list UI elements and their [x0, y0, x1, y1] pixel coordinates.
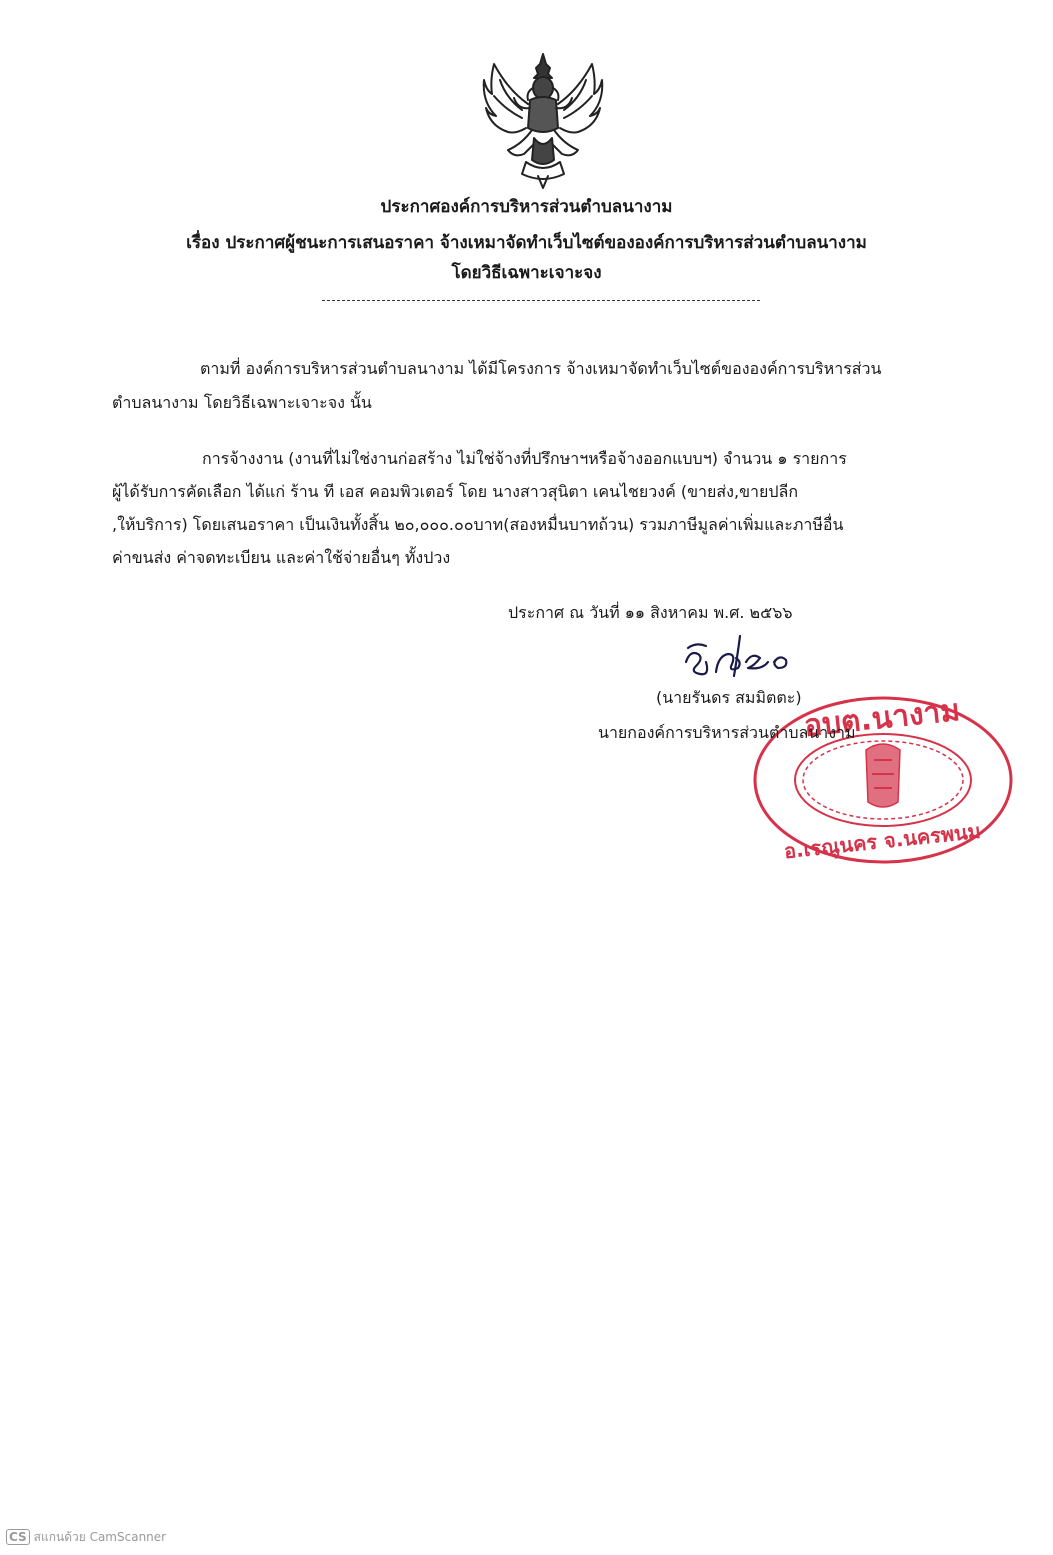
announcement-method: โดยวิธีเฉพาะเจาะจง	[451, 263, 602, 283]
signer-name: (นายรันดร สมมิตตะ)	[656, 688, 802, 707]
watermark-text: สแกนด้วย CamScanner	[33, 1530, 167, 1544]
paragraph-1-line-1: ตามที่ องค์การบริหารส่วนตำบลนางาม ได้มีโครงการ จ้างเหมาจัดทำเว็บไซต์ขององค์การบริหารส่วน	[200, 359, 882, 378]
paragraph-2-line-3: ,ให้บริการ) โดยเสนอราคา เป็นเงินทั้งสิ้น ๒๐,๐๐๐.๐๐บาท(สองหมื่นบาทถ้วน) รวมภาษีมูลค่าเพิ่มและภาษีอื่น	[112, 515, 844, 534]
garuda-emblem-icon	[478, 50, 608, 190]
signer-title: นายกองค์การบริหารส่วนตำบลนางาม	[598, 723, 856, 742]
announcement-title: ประกาศองค์การบริหารส่วนตำบลนางาม	[380, 197, 673, 217]
handwritten-signature	[676, 632, 806, 682]
paragraph-2-line-2: ผู้ได้รับการคัดเลือก ได้แก่ ร้าน ที เอส คอมพิวเตอร์ โดย นางสาวสุนิตา เคนไชยวงค์ (ขายส่ง,ขายปลีก	[112, 482, 799, 501]
svg-text:อบต.นางาม: อบต.นางาม	[802, 692, 962, 745]
divider	[322, 300, 760, 301]
paragraph-2-line-4: ค่าขนส่ง ค่าจดทะเบียน และค่าใช้จ่ายอื่นๆ ทั้งปวง	[112, 548, 451, 567]
camscanner-logo-icon: CS	[6, 1529, 30, 1545]
svg-text:อ.เรณูนคร จ.นครพนม: อ.เรณูนคร จ.นครพนม	[782, 818, 982, 864]
announcement-subject: เรื่อง ประกาศผู้ชนะการเสนอราคา จ้างเหมาจัดทำเว็บไซต์ขององค์การบริหารส่วนตำบลนางาม	[186, 233, 867, 253]
paragraph-2-line-1: การจ้างงาน (งานที่ไม่ใช่งานก่อสร้าง ไม่ใช่จ้างที่ปรึกษาฯหรือจ้างออกแบบฯ) จำนวน ๑ รายการ	[202, 449, 847, 468]
paragraph-1-line-2: ตำบลนางาม โดยวิธีเฉพาะเจาะจง นั้น	[112, 393, 372, 412]
announcement-date: ประกาศ ณ วันที่ ๑๑ สิงหาคม พ.ศ. ๒๕๖๖	[508, 603, 793, 622]
official-seal	[748, 690, 1018, 870]
camscanner-watermark	[6, 1528, 166, 1547]
